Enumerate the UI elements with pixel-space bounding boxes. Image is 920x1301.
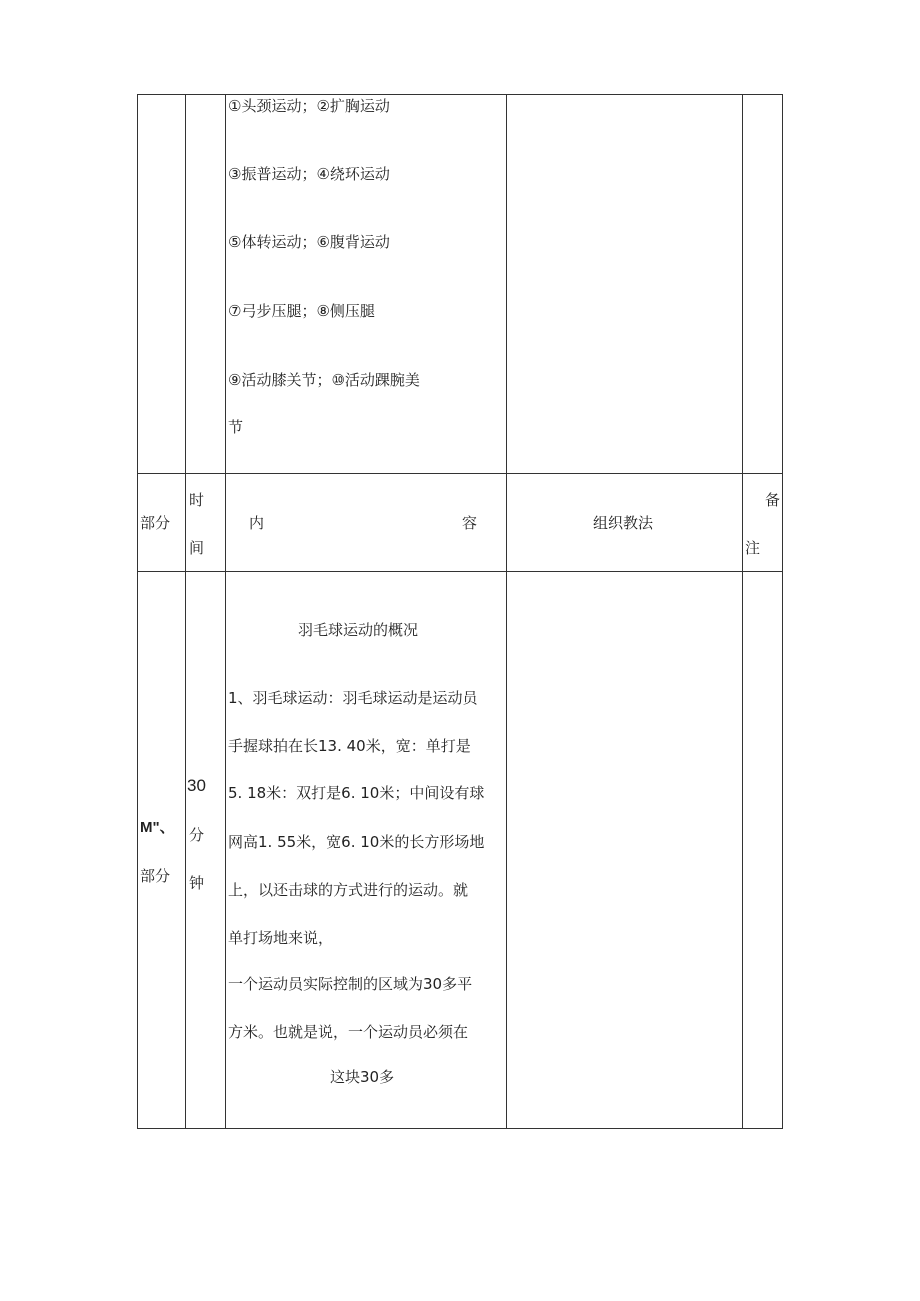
- header-time-1: 时: [189, 491, 205, 509]
- col-divider-right: [782, 94, 783, 1129]
- header-time-2: 间: [189, 539, 205, 557]
- main-part-2: 部分: [140, 867, 171, 885]
- warmup-item: ⑨活动膝关节；⑩活动踝腕美: [228, 371, 420, 389]
- header-part: 部分: [140, 514, 171, 532]
- main-content-line: 这块30多: [330, 1068, 395, 1086]
- main-time-1: 30: [187, 776, 206, 795]
- row-divider-top: [137, 94, 783, 95]
- warmup-item: ③振普运动；④绕环运动: [228, 165, 390, 183]
- main-content-line: 上，以还击球的方式进行的运动。就: [228, 881, 469, 899]
- main-content-line: 手握球拍在长13. 40米，宽：单打是: [228, 737, 471, 755]
- warmup-item: ①头颈运动；②扩胸运动: [228, 97, 390, 115]
- warmup-item: 节: [228, 418, 244, 436]
- col-divider-2: [225, 94, 226, 1129]
- header-content-2: 容: [462, 514, 478, 532]
- main-content-line: 5. 18米：双打是6. 10米；中间设有球: [228, 784, 485, 802]
- main-content-line: 单打场地来说，: [228, 929, 334, 947]
- header-method: 组织教法: [593, 514, 654, 532]
- col-divider-left: [137, 94, 138, 1129]
- col-divider-4: [742, 94, 743, 1129]
- header-remark-2: 注: [745, 539, 761, 557]
- main-content-line: 1、羽毛球运动：羽毛球运动是运动员: [228, 689, 478, 707]
- warmup-item: ⑤体转运动；⑥腹背运动: [228, 233, 390, 251]
- main-part-1: M"、: [140, 819, 175, 836]
- main-time-2: 分: [189, 826, 205, 844]
- row-divider-bottom: [137, 1128, 783, 1129]
- main-content-title: 羽毛球运动的概况: [298, 621, 419, 639]
- header-remark-1: 备: [765, 491, 781, 509]
- row-divider-header-top: [137, 473, 783, 474]
- main-content-line: 网高1. 55米，宽6. 10米的长方形场地: [228, 833, 485, 851]
- header-content-1: 内: [249, 514, 265, 532]
- warmup-item: ⑦弓步压腿；⑧侧压腿: [228, 302, 375, 320]
- main-time-3: 钟: [189, 874, 205, 892]
- main-content-line: 一个运动员实际控制的区域为30多平: [228, 975, 473, 993]
- main-content-line: 方米。也就是说，一个运动员必须在: [228, 1023, 469, 1041]
- col-divider-3: [506, 94, 507, 1129]
- row-divider-header-bottom: [137, 571, 783, 572]
- col-divider-1: [185, 94, 186, 1129]
